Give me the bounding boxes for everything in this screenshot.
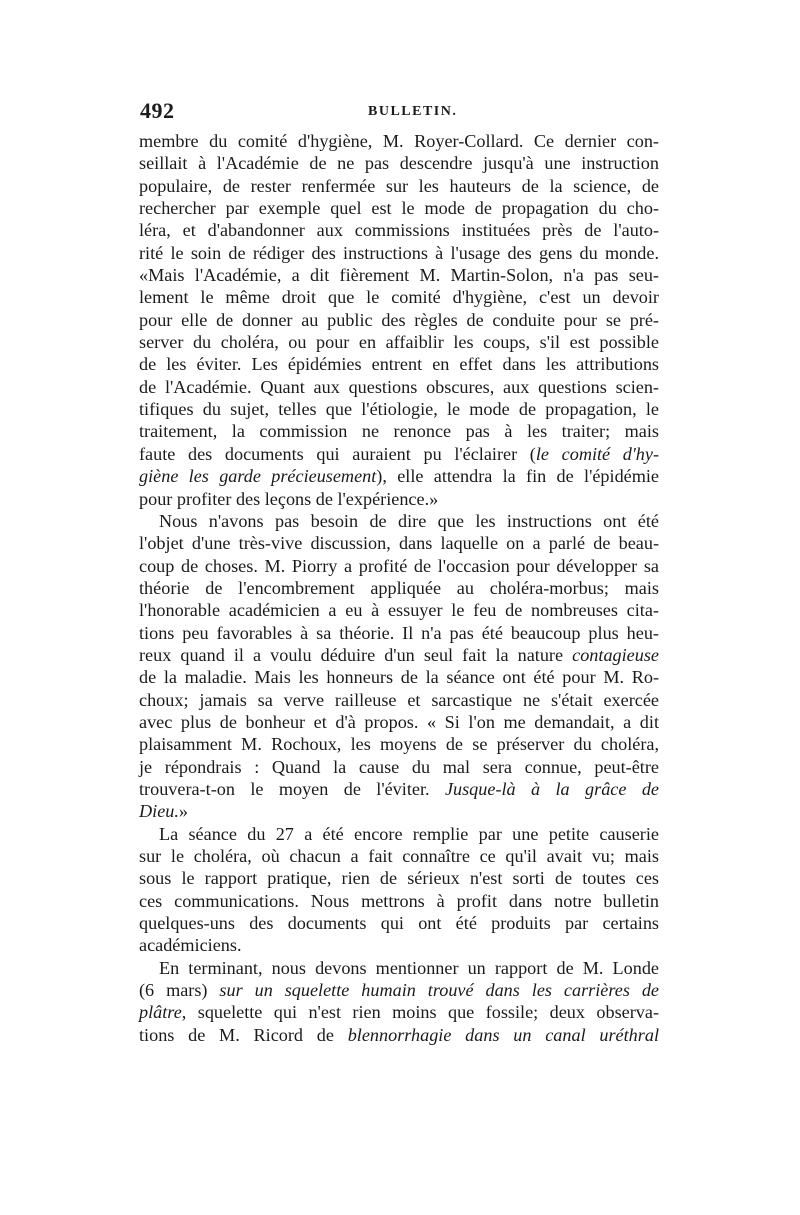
text-line — [139, 711, 659, 733]
text-line — [139, 331, 659, 353]
text-line — [139, 577, 659, 599]
roman-text: pour elle de donner au public des règles de conduite pour se pré- — [139, 309, 659, 330]
roman-text: tions peu favorables à sa théorie. Il n'a pas été beaucoup plus heu- — [139, 622, 659, 643]
text-line — [139, 644, 659, 666]
italic-text: blennorrhagie dans un canal uréthral — [347, 1024, 659, 1045]
body-text — [139, 130, 659, 1046]
roman-text: rité le soin de rédiger des instructions à l'usage des gens du monde. — [139, 242, 659, 263]
roman-text: , squelette qui n'est rien moins que fossile; deux observa- — [181, 1002, 659, 1023]
roman-text: je répondrais : Quand la cause du mal sera connue, peut-être — [139, 756, 659, 777]
text-line — [139, 398, 659, 420]
roman-text: avec plus de bonheur et d'à propos. « Si l'on me demandait, a dit — [139, 711, 659, 732]
roman-text: de les éviter. Les épidémies entrent en effet dans les attributions — [139, 354, 659, 375]
text-line — [139, 175, 659, 197]
text-line — [139, 264, 659, 286]
text-line — [139, 286, 659, 308]
roman-text: lement le même droit que le comité d'hygiène, c'est un devoir — [139, 287, 659, 308]
roman-text: tifiques du sujet, telles que l'étiologie, le mode de propagation, le — [139, 399, 659, 420]
text-line — [139, 957, 659, 979]
italic-text: Jusque-là à la grâce de — [444, 778, 659, 799]
text-line — [139, 800, 659, 822]
text-line — [139, 510, 659, 532]
roman-text: de l'Académie. Quant aux questions obscures, aux questions scien- — [139, 376, 659, 397]
text-line — [139, 532, 659, 554]
running-head — [140, 98, 670, 128]
text-line — [139, 599, 659, 621]
running-title: BULLETIN. — [368, 104, 458, 119]
italic-text: sur un squelette humain trouvé dans les carrières de — [219, 980, 659, 1001]
roman-text: coup de choses. M. Piorry a profité de l'occasion pour développer sa — [139, 555, 659, 576]
roman-text: l'honorable académicien a eu à essuyer le feu de nombreuses cita- — [139, 600, 659, 621]
roman-text: plaisamment M. Rochoux, les moyens de se préserver du choléra, — [139, 734, 659, 755]
roman-text: trouvera-t-on le moyen de l'éviter. — [139, 778, 445, 799]
roman-text: théorie de l'encombrement appliquée au choléra-morbus; mais — [139, 577, 659, 598]
roman-text: membre du comité d'hygiène, M. Royer-Collard. Ce dernier con- — [139, 131, 659, 151]
text-line — [139, 689, 659, 711]
text-line — [139, 219, 659, 241]
roman-text: quelques-uns des documents qui ont été produits par certains — [139, 913, 659, 934]
text-line — [139, 197, 659, 219]
roman-text: » — [178, 801, 188, 822]
text-line — [139, 555, 659, 577]
text-line — [139, 130, 659, 152]
text-line — [139, 420, 659, 442]
text-line — [139, 242, 659, 264]
text-line — [139, 376, 659, 398]
text-line — [139, 756, 659, 778]
roman-text: choux; jamais sa verve railleuse et sarcastique ne s'était exercée — [139, 689, 659, 710]
text-line — [139, 622, 659, 644]
text-line — [139, 890, 659, 912]
roman-text: faute des documents qui auraient pu l'éclairer ( — [139, 443, 536, 464]
roman-text: rechercher par exemple quel est le mode de propagation du cho- — [139, 198, 659, 219]
italic-text: giène les garde précieusement — [139, 466, 377, 487]
text-line — [139, 152, 659, 174]
italic-text: le comité d'hy- — [535, 443, 659, 464]
roman-text: académiciens. — [139, 935, 242, 956]
roman-text: server du choléra, ou pour en affaiblir les coups, s'il est possible — [139, 332, 659, 353]
text-line — [139, 309, 659, 331]
roman-text: La séance du 27 a été encore remplie par une petite causerie — [159, 823, 659, 844]
roman-text: populaire, de rester renfermée sur les hauteurs de la science, de — [139, 175, 659, 196]
text-line — [139, 443, 659, 465]
roman-text: pour profiter des leçons de l'expérience.» — [139, 488, 439, 509]
text-line — [139, 778, 659, 800]
text-line — [139, 733, 659, 755]
text-line — [139, 353, 659, 375]
roman-text: sous le rapport pratique, rien de sérieux n'est sorti de toutes ces — [139, 868, 659, 889]
roman-text: léra, et d'abandonner aux commissions instituées près de l'auto- — [139, 220, 659, 241]
text-line — [139, 488, 659, 510]
roman-text: ), elle attendra la fin de l'épidémie — [376, 466, 660, 487]
roman-text: En terminant, nous devons mentionner un rapport de M. Londe — [159, 957, 659, 978]
text-line — [139, 867, 659, 889]
italic-text: contagieuse — [572, 644, 659, 665]
text-line — [139, 979, 659, 1001]
roman-text: traitement, la commission ne renonce pas à les traiter; mais — [139, 421, 659, 442]
text-line — [139, 912, 659, 934]
roman-text: l'objet d'une très-vive discussion, dans laquelle on a parlé de beau- — [139, 533, 659, 554]
roman-text: Nous n'avons pas besoin de dire que les instructions ont été — [159, 510, 659, 531]
roman-text: (6 mars) — [139, 980, 220, 1001]
text-line — [139, 845, 659, 867]
roman-text: «Mais l'Académie, a dit fièrement M. Martin-Solon, n'a pas seu- — [139, 265, 659, 286]
italic-text: plâtre — [139, 1002, 182, 1023]
text-line — [139, 823, 659, 845]
text-line — [139, 1024, 659, 1046]
text-line — [139, 934, 659, 956]
italic-text: Dieu. — [139, 801, 179, 822]
roman-text: de la maladie. Mais les honneurs de la séance ont été pour M. Ro- — [139, 667, 659, 688]
roman-text: reux quand il a voulu déduire d'un seul fait la nature — [139, 644, 573, 665]
text-line — [139, 666, 659, 688]
text-line — [139, 465, 659, 487]
roman-text: seillait à l'Académie de ne pas descendre jusqu'à une instruction — [139, 153, 659, 174]
roman-text: ces communications. Nous mettrons à profit dans notre bulletin — [139, 890, 659, 911]
roman-text: sur le choléra, où chacun a fait connaître ce qu'il avait vu; mais — [139, 846, 659, 866]
text-line — [139, 1001, 659, 1023]
page-number: 492 — [140, 98, 175, 123]
roman-text: tions de M. Ricord de — [139, 1024, 348, 1045]
